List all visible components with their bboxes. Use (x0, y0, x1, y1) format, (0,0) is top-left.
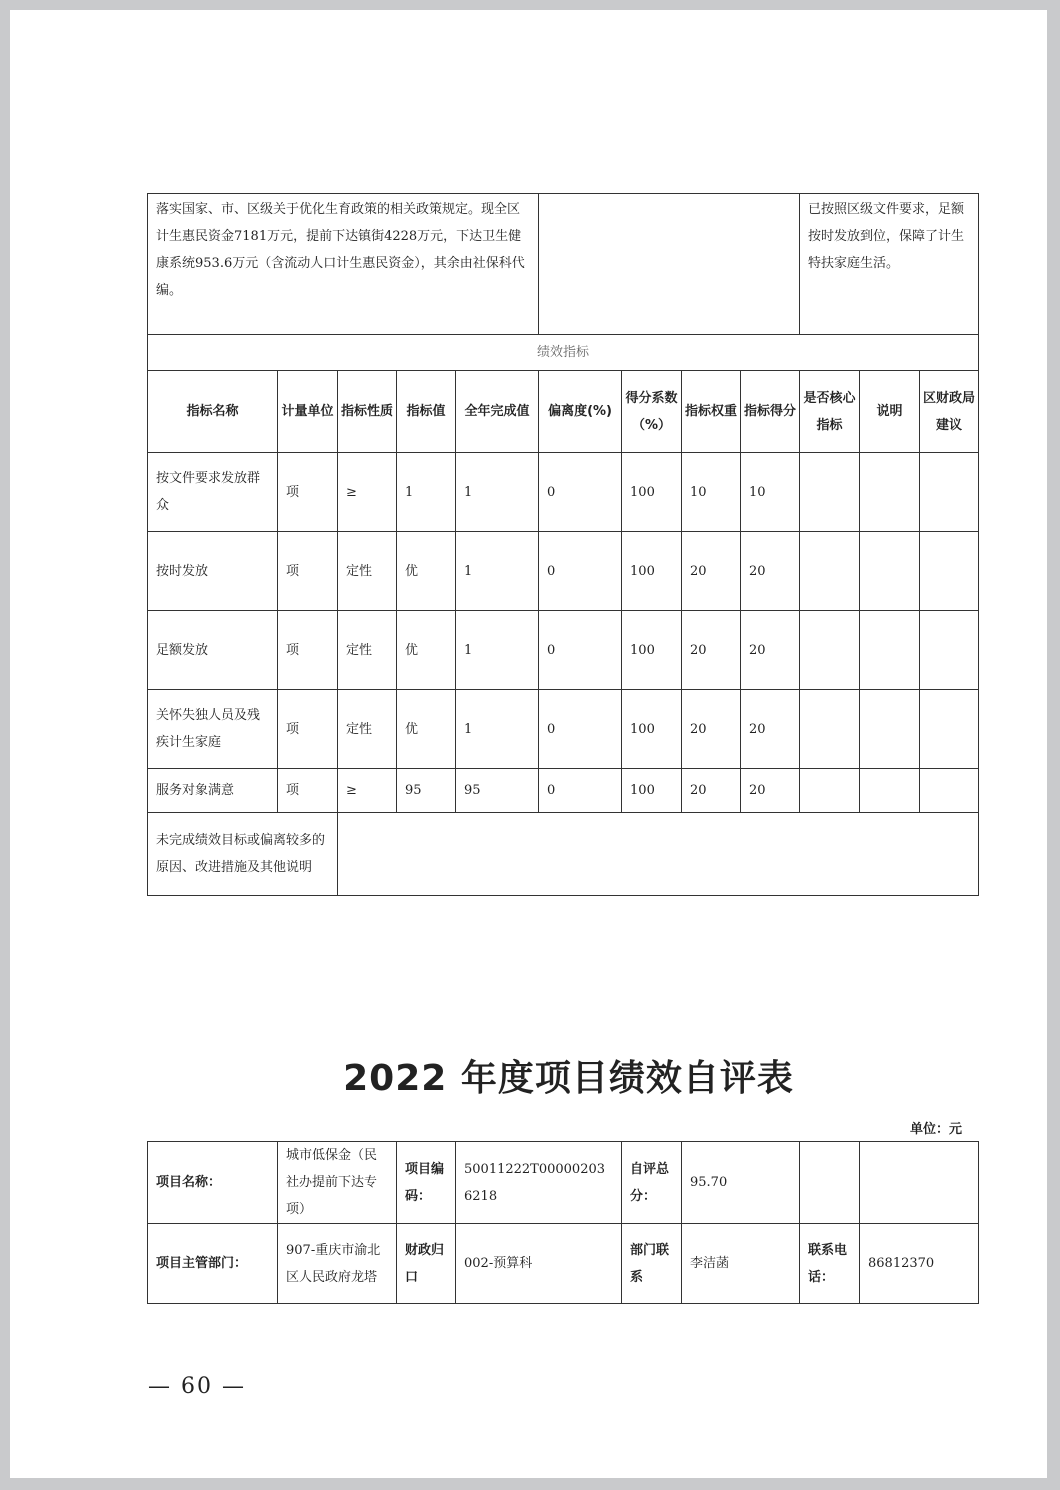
indicator-name: 足额发放 (148, 611, 278, 690)
indicator-target: 1 (397, 453, 456, 532)
indicator-nature: ≥ (338, 769, 397, 813)
header-advice: 区财政局建议 (920, 371, 979, 453)
table-row (148, 611, 979, 690)
footer-value (338, 813, 979, 896)
indicator-actual: 1 (456, 690, 539, 769)
header-score: 指标得分 (741, 371, 800, 453)
indicator-name: 服务对象满意 (148, 769, 278, 813)
table-row (148, 453, 979, 532)
completion-middle-cell (539, 194, 800, 335)
indicator-target: 优 (397, 532, 456, 611)
indicator-nature: 定性 (338, 611, 397, 690)
indicator-score: 20 (741, 611, 800, 690)
indicator-deviation: 0 (539, 453, 622, 532)
indicator-weight: 20 (682, 611, 741, 690)
performance-table (147, 193, 979, 896)
header-note: 说明 (860, 371, 920, 453)
completion-text: 落实国家、市、区级关于优化生育政策的相关政策规定。现全区计生惠民资金7181万元，提前下达镇街4228万元，下达卫生健康系统953.6万元（含流动人口计生惠民资金），其余由社保科代编。 (148, 194, 539, 335)
empty-cell (860, 1142, 979, 1224)
table-row (148, 769, 979, 813)
indicator-nature: 定性 (338, 690, 397, 769)
empty-cell (800, 1142, 860, 1224)
indicator-nature: 定性 (338, 532, 397, 611)
table-row (148, 532, 979, 611)
indicator-score: 10 (741, 453, 800, 532)
header-core: 是否核心指标 (800, 371, 860, 453)
indicator-coef: 100 (622, 532, 682, 611)
header-coef: 得分系数（%） (622, 371, 682, 453)
indicator-score: 20 (741, 532, 800, 611)
indicator-deviation: 0 (539, 769, 622, 813)
indicator-coef: 100 (622, 611, 682, 690)
indicator-advice (920, 611, 979, 690)
indicator-deviation: 0 (539, 532, 622, 611)
indicator-target: 优 (397, 611, 456, 690)
project-name-value: 城市低保金（民社办提前下达专项） (278, 1142, 397, 1224)
indicator-actual: 1 (456, 611, 539, 690)
indicator-name: 关怀失独人员及残疾计生家庭 (148, 690, 278, 769)
header-deviation: 偏离度(%) (539, 371, 622, 453)
contact-value: 李洁菡 (682, 1224, 800, 1304)
indicator-score: 20 (741, 769, 800, 813)
indicator-weight: 20 (682, 532, 741, 611)
indicator-coef: 100 (622, 769, 682, 813)
indicator-advice (920, 769, 979, 813)
indicator-coef: 100 (622, 453, 682, 532)
indicator-unit: 项 (278, 769, 338, 813)
indicator-note (860, 769, 920, 813)
indicator-unit: 项 (278, 690, 338, 769)
indicator-actual: 95 (456, 769, 539, 813)
indicator-core (800, 611, 860, 690)
indicator-note (860, 532, 920, 611)
header-unit: 计量单位 (278, 371, 338, 453)
completion-result-text: 已按照区级文件要求，足额按时发放到位，保障了计生特扶家庭生活。 (800, 194, 979, 335)
indicator-unit: 项 (278, 532, 338, 611)
indicator-target: 95 (397, 769, 456, 813)
self-score-value: 95.70 (682, 1142, 800, 1224)
page-number: — 60 — (148, 1374, 246, 1399)
indicator-note (860, 611, 920, 690)
header-row (148, 371, 979, 453)
project-row-1 (148, 1142, 979, 1224)
phone-value: 86812370 (860, 1224, 979, 1304)
finance-label: 财政归口 (397, 1224, 456, 1304)
indicator-target: 优 (397, 690, 456, 769)
indicator-actual: 1 (456, 453, 539, 532)
indicator-core (800, 690, 860, 769)
indicator-deviation: 0 (539, 690, 622, 769)
indicator-core (800, 532, 860, 611)
indicator-actual: 1 (456, 532, 539, 611)
indicator-unit: 项 (278, 453, 338, 532)
footer-row (148, 813, 979, 896)
project-code-label: 项目编码： (397, 1142, 456, 1224)
indicator-deviation: 0 (539, 611, 622, 690)
indicator-core (800, 453, 860, 532)
document-page (10, 10, 1047, 1478)
project-row-2 (148, 1224, 979, 1304)
project-code-value: 50011222T000002036218 (456, 1142, 622, 1224)
finance-value: 002-预算科 (456, 1224, 622, 1304)
dept-value: 907-重庆市渝北区人民政府龙塔 (278, 1224, 397, 1304)
header-name: 指标名称 (148, 371, 278, 453)
indicator-score: 20 (741, 690, 800, 769)
perf-section-title: 绩效指标 (148, 335, 979, 371)
indicator-name: 按文件要求发放群众 (148, 453, 278, 532)
page-title: 2022 年度项目绩效自评表 (343, 1058, 794, 1099)
footer-label: 未完成绩效目标或偏离较多的原因、改进措施及其他说明 (148, 813, 338, 896)
header-weight: 指标权重 (682, 371, 741, 453)
phone-label: 联系电话： (800, 1224, 860, 1304)
indicator-advice (920, 532, 979, 611)
contact-label: 部门联系 (622, 1224, 682, 1304)
self-score-label: 自评总分： (622, 1142, 682, 1224)
indicator-note (860, 453, 920, 532)
header-nature: 指标性质 (338, 371, 397, 453)
indicator-coef: 100 (622, 690, 682, 769)
indicator-advice (920, 453, 979, 532)
project-name-label: 项目名称： (148, 1142, 278, 1224)
indicator-nature: ≥ (338, 453, 397, 532)
completion-row (148, 194, 979, 335)
header-actual: 全年完成值 (456, 371, 539, 453)
indicator-name: 按时发放 (148, 532, 278, 611)
indicator-weight: 20 (682, 690, 741, 769)
table-row (148, 690, 979, 769)
indicator-weight: 10 (682, 453, 741, 532)
indicator-note (860, 690, 920, 769)
indicator-weight: 20 (682, 769, 741, 813)
unit-label: 单位：元 (910, 1122, 963, 1137)
dept-label: 项目主管部门： (148, 1224, 278, 1304)
project-info-table (147, 1141, 979, 1304)
header-target: 指标值 (397, 371, 456, 453)
indicator-core (800, 769, 860, 813)
indicator-advice (920, 690, 979, 769)
indicator-unit: 项 (278, 611, 338, 690)
